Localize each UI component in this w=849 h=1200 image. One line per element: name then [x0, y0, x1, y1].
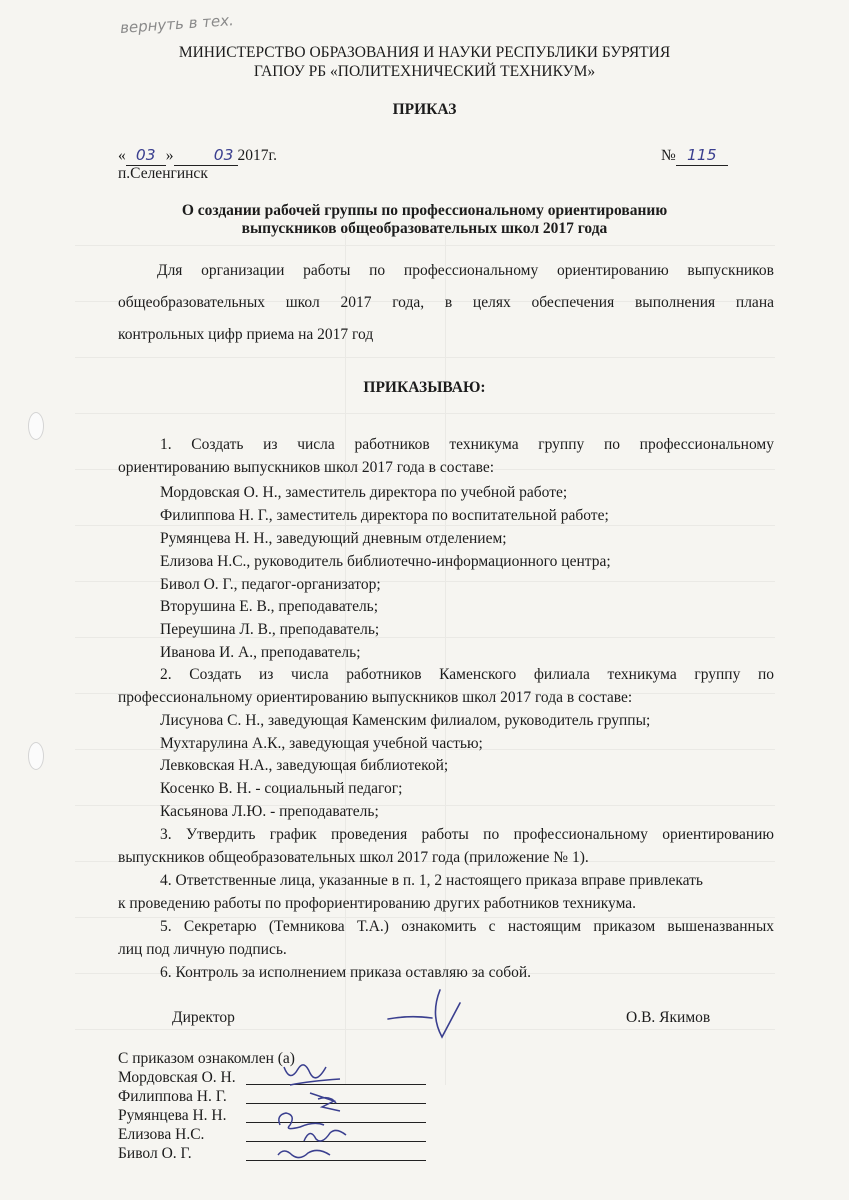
order-date [118, 146, 277, 166]
item-4-line-2: к проведению работы по профориентированию других работников техникума. [118, 895, 637, 912]
number-value: 115 [676, 146, 728, 166]
acquaint-name: Елизова Н.С. [118, 1126, 205, 1143]
preamble-line-1: Для организации работы по профессиональному ориентированию выпускников [157, 262, 774, 279]
director-title: Директор [172, 1009, 235, 1026]
institution-name: ГАПОУ РБ «ПОЛИТЕХНИЧЕСКИЙ ТЕХНИКУМ» [253, 63, 596, 80]
member-list-item: Мухтарулина А.К., заведующая учебной частью; [160, 735, 483, 752]
item-3-line-2: выпускников общеобразовательных школ 2017 года (приложение № 1). [118, 849, 589, 866]
item-5-line-1: 5. Секретарю (Темникова Т.А.) ознакомить с настоящим приказом вышеназванных [160, 918, 774, 935]
preamble-line-2: общеобразовательных школ 2017 года, в целях обеспечения выполнения плана [118, 294, 774, 311]
number-label: № [661, 147, 676, 164]
date-close-quote: » [165, 147, 174, 164]
item-2-line-2: профессиональному ориентированию выпускников школ 2017 года в составе: [118, 689, 633, 706]
date-open-quote: « [118, 147, 126, 164]
item-5-line-2: лиц под личную подпись. [118, 941, 287, 958]
item-3-line-1: 3. Утвердить график проведения работы по профессиональному ориентированию [160, 826, 774, 843]
member-list-item: Переушина Л. В., преподаватель; [160, 621, 380, 638]
member-list-item: Левковская Н.А., заведующая библиотекой; [160, 757, 449, 774]
acquaint-heading: С приказом ознакомлен (а) [118, 1050, 295, 1067]
acquaint-name: Мордовская О. Н. [118, 1069, 236, 1086]
acquaint-name: Румянцева Н. Н. [118, 1107, 227, 1124]
director-name: О.В. Якимов [626, 1009, 711, 1026]
member-list-item: Вторушина Е. В., преподаватель; [160, 598, 379, 615]
member-list-item: Иванова И. А., преподаватель; [160, 644, 361, 661]
item-1-line-2: ориентированию выпускников школ 2017 года в составе: [118, 459, 495, 476]
member-list-item: Бивол О. Г., педагог-организатор; [160, 576, 381, 593]
member-list-item: Косенко В. Н. - социальный педагог; [160, 780, 403, 797]
acquaint-name: Филиппова Н. Г. [118, 1088, 227, 1105]
member-list-item: Румянцева Н. Н., заведующий дневным отделением; [160, 530, 507, 547]
item-1-line-1: 1. Создать из числа работников техникума группу по профессиональному [160, 436, 774, 453]
date-year: 2017г. [237, 147, 277, 164]
date-month: 03 [174, 146, 238, 166]
item-4-line-1: 4. Ответственные лица, указанные в п. 1, 2 настоящего приказа вправе привлекать [160, 872, 703, 889]
director-signature [380, 985, 500, 1045]
member-list-item: Елизова Н.С., руководитель библиотечно-информационного центра; [160, 553, 611, 570]
order-number [661, 146, 728, 166]
title-line-1: О создании рабочей группы по профессиональному ориентированию [181, 202, 668, 219]
order-word: ПРИКАЗЫВАЮ: [363, 379, 486, 396]
ministry-name: МИНИСТЕРСТВО ОБРАЗОВАНИЯ И НАУКИ РЕСПУБЛИКИ БУРЯТИЯ [178, 44, 671, 61]
title-line-2: выпускников общеобразовательных школ 2017 года [241, 220, 608, 237]
date-day: 03 [126, 146, 166, 166]
punch-hole-bottom [28, 742, 44, 770]
member-list-item: Филиппова Н. Г., заместитель директора по воспитательной работе; [160, 507, 609, 524]
document-type: ПРИКАЗ [392, 101, 457, 118]
item-6: 6. Контроль за исполнением приказа оставляю за собой. [160, 964, 532, 981]
member-list-item: Касьянова Л.Ю. - преподаватель; [160, 803, 379, 820]
punch-hole-top [28, 412, 44, 440]
pencil-note: вернуть в тех. [119, 11, 235, 37]
acquaint-name: Бивол О. Г. [118, 1145, 192, 1162]
preamble-line-3: контрольных цифр приема на 2017 год [118, 326, 374, 343]
place: п.Селенгинск [118, 165, 208, 182]
member-list-item: Мордовская О. Н., заместитель директора по учебной работе; [160, 484, 568, 501]
item-2-line-1: 2. Создать из числа работников Каменского филиала техникума группу по [160, 666, 774, 683]
handwritten-signatures [270, 1055, 360, 1170]
member-list-item: Лисунова С. Н., заведующая Каменским филиалом, руководитель группы; [160, 712, 651, 729]
